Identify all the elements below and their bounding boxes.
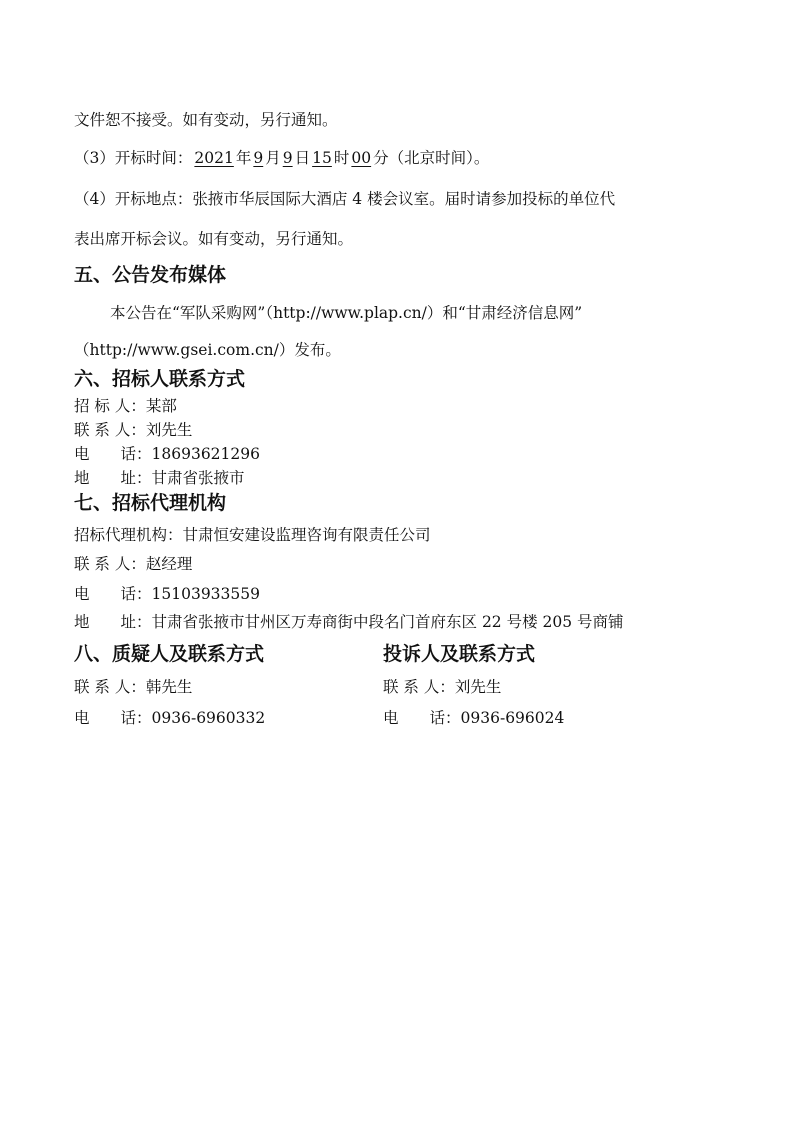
- row-value: 0936-6960332: [151, 709, 266, 727]
- opening-year: 2021: [194, 149, 234, 167]
- row-value: 0936-696024: [460, 709, 565, 727]
- section5-line1: 本公告在“军队采购网”（http://www.plap.cn/）和“甘肃经济信息网”: [110, 304, 583, 322]
- complaint-row: [383, 677, 501, 697]
- row-value: 甘肃省张掖市甘州区万寿商街中段名门首府东区 22 号楼 205 号商铺: [151, 613, 624, 631]
- section7-row: [74, 554, 192, 574]
- section8-heading: 八、质疑人及联系方式: [74, 643, 265, 665]
- section7-row: [74, 612, 624, 632]
- row-value: 甘肃恒安建设监理咨询有限责任公司: [182, 526, 431, 544]
- row-label: 电 话：: [383, 709, 461, 727]
- opening-minute: 00: [351, 149, 372, 167]
- row-label: 电 话：: [74, 445, 152, 463]
- section7-row: [74, 525, 431, 545]
- section7-row: [74, 584, 260, 604]
- section6-row: [74, 468, 245, 488]
- opening-day: 9: [282, 149, 293, 167]
- opening-place-line1: （4）开标地点：张掖市华辰国际大酒店 4 楼会议室。届时请参加投标的单位代: [74, 190, 616, 208]
- section6-heading: 六、招标人联系方式: [74, 368, 246, 390]
- opening-time-prefix: （3）开标时间：: [74, 149, 193, 167]
- row-value: 18693621296: [151, 445, 260, 463]
- month-unit: 月: [265, 149, 281, 167]
- row-label: 联 系 人：: [74, 678, 146, 696]
- row-value: 刘先生: [145, 421, 193, 439]
- row-value: 15103933559: [151, 585, 260, 603]
- section8-row: [74, 708, 265, 728]
- opening-hour: 15: [312, 149, 332, 167]
- row-label: 联 系 人：: [74, 421, 146, 439]
- row-label: 联 系 人：: [383, 678, 455, 696]
- row-label: 招 标 人：: [74, 397, 146, 415]
- paragraph-continuation: 文件恕不接受。如有变动，另行通知。: [74, 111, 338, 129]
- complaint-heading: 投诉人及联系方式: [383, 643, 536, 665]
- section5-heading: 五、公告发布媒体: [74, 264, 227, 286]
- minute-unit: 分（北京时间）。: [373, 149, 490, 167]
- row-value: 甘肃省张掖市: [151, 469, 245, 487]
- row-label: 电 话：: [74, 585, 152, 603]
- row-label: 招标代理机构：: [74, 526, 183, 544]
- section6-row: [74, 444, 260, 464]
- section5-line2: （http://www.gsei.com.cn/）发布。: [74, 341, 341, 359]
- row-label: 地 址：: [74, 469, 152, 487]
- section7-heading: 七、招标代理机构: [74, 492, 227, 514]
- section8-row: [74, 677, 192, 697]
- hour-unit: 时: [333, 149, 350, 167]
- opening-place-line2: 表出席开标会议。如有变动，另行通知。: [74, 230, 354, 248]
- day-unit: 日: [294, 149, 311, 167]
- year-unit: 年: [235, 149, 252, 167]
- row-label: 电 话：: [74, 709, 152, 727]
- section6-row: [74, 420, 192, 440]
- row-label: 地 址：: [74, 613, 152, 631]
- opening-time-line: [74, 148, 489, 168]
- section6-row: [74, 396, 177, 416]
- opening-month: 9: [253, 149, 264, 167]
- complaint-row: [383, 708, 564, 728]
- row-value: 赵经理: [145, 555, 193, 573]
- row-value: 某部: [145, 397, 177, 415]
- row-value: 韩先生: [145, 678, 193, 696]
- row-value: 刘先生: [454, 678, 502, 696]
- row-label: 联 系 人：: [74, 555, 146, 573]
